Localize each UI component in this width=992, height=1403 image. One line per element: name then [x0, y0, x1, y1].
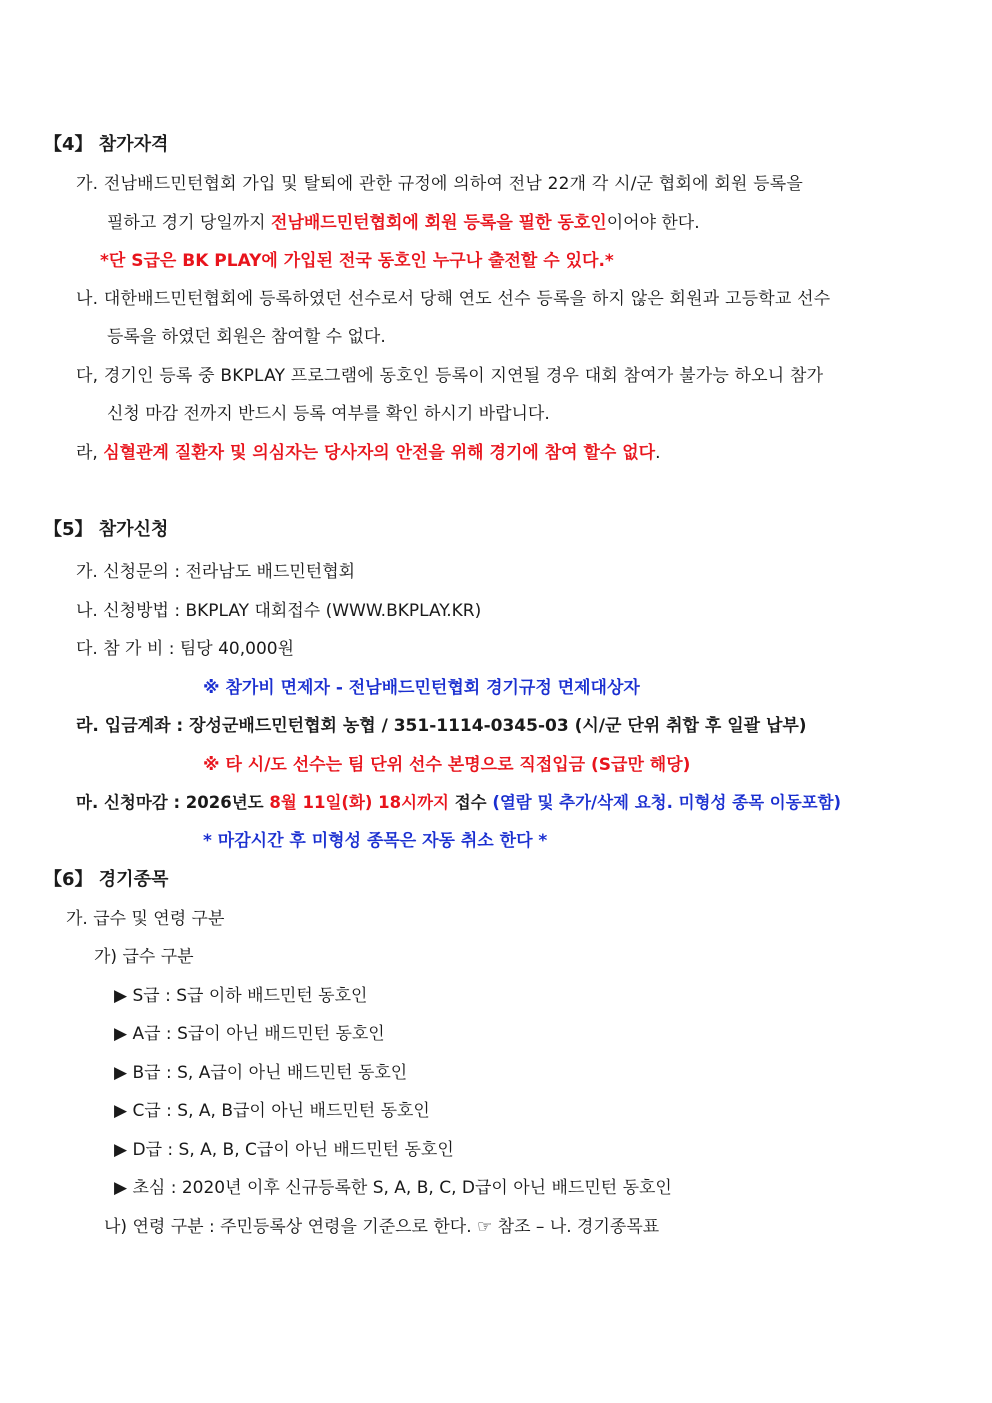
s4-da-line1: 다, 경기인 등록 중 BKPLAY 프로그램에 동호인 등록이 지연될 경우 대회 참여가 불가능 하오니 참가: [76, 366, 824, 386]
s6-grade-item: ▶ S급 : S급 이하 배드민턴 동호인: [114, 986, 368, 1006]
s4-ga-line2-a: 필하고 경기 당일까지: [107, 213, 272, 233]
section-4-title: 【4】 참가자격: [44, 134, 169, 155]
s5-fee: 다. 참 가 비 : 팀당 40,000원: [76, 639, 294, 659]
s6-grade-item: ▶ D급 : S, A, B, C급이 아닌 배드민턴 동호인: [114, 1140, 454, 1160]
s4-ga-line2-c: 이어야 한다.: [606, 213, 700, 233]
s6-grade-item: ▶ C급 : S, A, B급이 아닌 배드민턴 동호인: [114, 1101, 430, 1121]
s4-ra-prefix: 라,: [76, 443, 104, 463]
s6-age-ref: 참조 – 나. 경기종목표: [492, 1217, 660, 1237]
s4-da-line2: 신청 마감 전까지 반드시 등록 여부를 확인 하시기 바랍니다.: [107, 404, 550, 424]
s5-deadline-a: 마. 신청마감 : 2026년도: [76, 793, 270, 812]
s5-deadline-cancel-note: * 마감시간 후 미형성 종목은 자동 취소 한다 *: [203, 831, 548, 851]
s6-grade-item: ▶ 초심 : 2020년 이후 신규등록한 S, A, B, C, D급이 아닌 배드민턴 동호인: [114, 1178, 672, 1198]
pointing-hand-icon: ☞: [477, 1217, 493, 1237]
s4-ga-line2: [107, 212, 700, 234]
s5-inquiry: 가. 신청문의 : 전라남도 배드민턴협회: [76, 562, 356, 582]
s5-deadline: [76, 792, 841, 814]
s5-deadline-note: (열람 및 추가/삭제 요청. 미형성 종목 이동포함): [492, 793, 842, 812]
s6-ga-sub: 가) 급수 구분: [94, 947, 194, 967]
s5-fee-note: ※ 참가비 면제자 - 전남배드민턴협회 경기규정 면제대상자: [203, 678, 640, 698]
s4-ra-warning: 심혈관계 질환자 및 의심자는 당사자의 안전을 위해 경기에 참여 할수 없다: [103, 443, 656, 463]
s5-account-note: ※ 타 시/도 선수는 팀 단위 선수 본명으로 직접입금 (S급만 해당): [203, 755, 691, 775]
s5-method: 나. 신청방법 : BKPLAY 대회접수 (WWW.BKPLAY.KR): [76, 601, 482, 621]
s6-ga: 가. 급수 및 연령 구분: [66, 909, 225, 929]
s6-age-line: [104, 1216, 659, 1238]
s5-account: 라. 입금계좌 : 장성군배드민턴협회 농협 / 351-1114-0345-03 (시/군 단위 취합 후 일괄 납부): [76, 716, 807, 736]
s5-deadline-c: 접수: [448, 793, 493, 812]
s6-grade-item: ▶ B급 : S, A급이 아닌 배드민턴 동호인: [114, 1063, 408, 1083]
section-5-title: 【5】 참가신청: [44, 519, 169, 540]
s4-s-grade-note: *단 S급은 BK PLAY에 가입된 전국 동호인 누구나 출전할 수 있다.*: [100, 251, 614, 271]
s4-na-line2: 등록을 하였던 회원은 참여할 수 없다.: [107, 327, 386, 347]
section-6-title: 【6】 경기종목: [44, 869, 169, 890]
s4-ra-line: [76, 442, 660, 464]
s4-ra-suffix: .: [655, 443, 661, 463]
s4-na-line1: 나. 대한배드민턴협회에 등록하였던 선수로서 당해 연도 선수 등록을 하지 않은 회원과 고등학교 선수: [76, 289, 831, 309]
s4-ga-line2-highlight: 전남배드민턴협회에 회원 등록을 필한 동호인: [271, 213, 607, 233]
s5-deadline-date: 8월 11일(화) 18시까지: [269, 793, 449, 812]
s6-age-text: 나) 연령 구분 : 주민등록상 연령을 기준으로 한다.: [104, 1217, 478, 1237]
s4-ga-line1: 가. 전남배드민턴협회 가입 및 탈퇴에 관한 규정에 의하여 전남 22개 각 시/군 협회에 회원 등록을: [76, 174, 804, 194]
s6-grade-item: ▶ A급 : S급이 아닌 배드민턴 동호인: [114, 1024, 385, 1044]
